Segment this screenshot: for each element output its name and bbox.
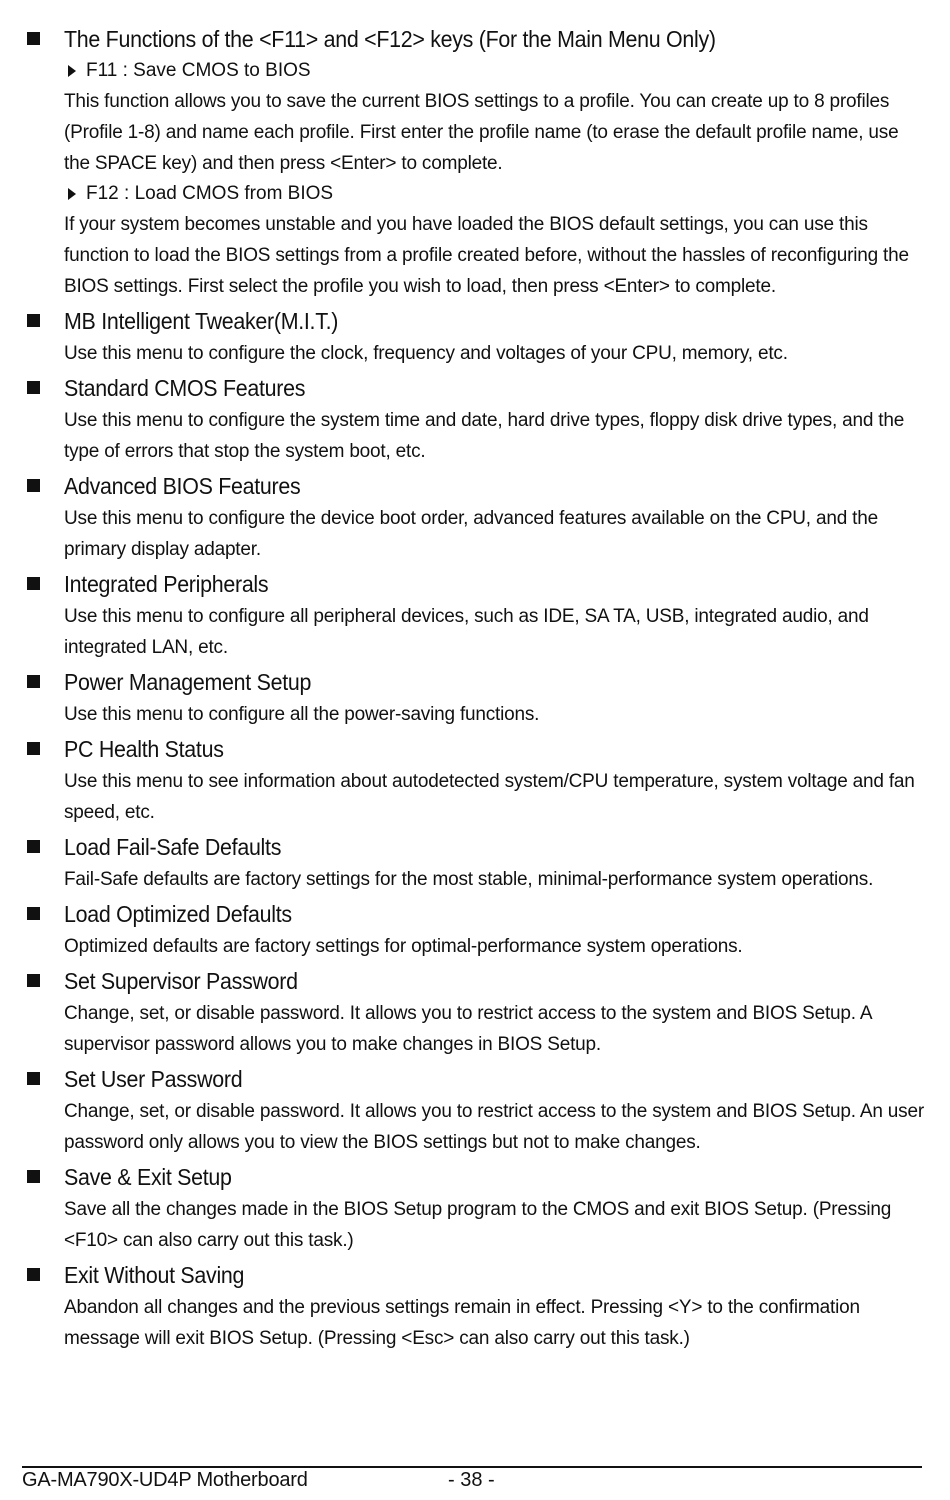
section-heading: PC Health Status [64, 736, 224, 762]
section-heading: Power Management Setup [64, 669, 312, 695]
section-heading: The Functions of the <F11> and <F12> keys (For the Main Menu Only) [64, 26, 716, 52]
square-bullet-icon [27, 742, 40, 755]
section-heading: Set Supervisor Password [64, 968, 298, 994]
square-bullet-icon [27, 32, 40, 45]
subitem-description: If your system becomes unstable and you have loaded the BIOS default settings, you can use this function to load the BIOS settings from a profile created before, without the hassles of reconfiguring the BIOS settings. First select the profile you wish to load, then press <Enter> to complete. [64, 214, 909, 297]
subitem-description: This function allows you to save the current BIOS settings to a profile. You can create up to 8 profiles (Profile 1-8) and name each profile. First enter the profile name (to erase the default profile name, use the SPACE key) and then press <Enter> to complete. [64, 91, 899, 174]
section-description: Use this menu to see information about autodetected system/CPU temperature, system voltage and fan speed, etc. [64, 771, 915, 823]
subitem-f11 [64, 56, 927, 86]
section-user-password [22, 1062, 927, 1158]
section-power-management [22, 665, 927, 730]
section-optimized-defaults [22, 897, 927, 962]
section-heading: Exit Without Saving [64, 1262, 245, 1288]
square-bullet-icon [27, 577, 40, 590]
square-bullet-icon [27, 1268, 40, 1281]
section-description: Use this menu to configure all the power-saving functions. [64, 704, 540, 725]
section-heading: Advanced BIOS Features [64, 473, 301, 499]
section-heading: Save & Exit Setup [64, 1164, 232, 1190]
triangle-bullet-icon [68, 188, 76, 200]
section-heading: Integrated Peripherals [64, 571, 269, 597]
section-description: Use this menu to configure the clock, frequency and voltages of your CPU, memory, etc. [64, 343, 788, 364]
section-heading: MB Intelligent Tweaker(M.I.T.) [64, 308, 339, 334]
section-pc-health [22, 732, 927, 828]
section-integrated-peripherals [22, 567, 927, 663]
subitem-label: F11 : Save CMOS to BIOS [86, 60, 311, 81]
triangle-bullet-icon [68, 65, 76, 77]
section-description: Use this menu to configure the system time and date, hard drive types, floppy disk drive types, and the type of errors that stop the system boot, etc. [64, 410, 905, 462]
square-bullet-icon [27, 974, 40, 987]
footer-model: GA-MA790X-UD4P Motherboard [22, 1469, 308, 1491]
footer-page-number: - 38 - [448, 1469, 495, 1491]
square-bullet-icon [27, 840, 40, 853]
square-bullet-icon [27, 1170, 40, 1183]
section-standard-cmos [22, 371, 927, 467]
square-bullet-icon [27, 479, 40, 492]
section-fail-safe [22, 830, 927, 895]
section-heading: Load Fail-Safe Defaults [64, 834, 282, 860]
subitem-label: F12 : Load CMOS from BIOS [86, 183, 334, 204]
square-bullet-icon [27, 907, 40, 920]
section-description: Fail-Safe defaults are factory settings for the most stable, minimal-performance system operations. [64, 869, 874, 890]
section-description: Use this menu to configure the device boot order, advanced features available on the CPU, and the primary display adapter. [64, 508, 878, 560]
section-description: Change, set, or disable password. It allows you to restrict access to the system and BIOS Setup. A supervisor password allows you to make changes in BIOS Setup. [64, 1003, 872, 1055]
section-advanced-bios [22, 469, 927, 565]
section-save-exit [22, 1160, 927, 1256]
square-bullet-icon [27, 314, 40, 327]
section-heading: Load Optimized Defaults [64, 901, 292, 927]
section-heading: Set User Password [64, 1066, 243, 1092]
document-body [22, 22, 927, 1354]
square-bullet-icon [27, 381, 40, 394]
section-mit [22, 304, 927, 369]
section-exit-without-saving [22, 1258, 927, 1354]
section-description: Change, set, or disable password. It allows you to restrict access to the system and BIOS Setup. An user password only allows you to view the BIOS settings but not to make changes. [64, 1101, 924, 1153]
section-description: Save all the changes made in the BIOS Setup program to the CMOS and exit BIOS Setup. (Pressing <F10> can also carry out this task.) [64, 1199, 892, 1251]
section-description: Optimized defaults are factory settings for optimal-performance system operations. [64, 936, 743, 957]
section-function-keys [22, 22, 927, 302]
section-supervisor-password [22, 964, 927, 1060]
square-bullet-icon [27, 1072, 40, 1085]
subitem-f12 [64, 179, 927, 209]
section-heading: Standard CMOS Features [64, 375, 306, 401]
square-bullet-icon [27, 675, 40, 688]
section-description: Abandon all changes and the previous settings remain in effect. Pressing <Y> to the confirmation message will exit BIOS Setup. (Pressing <Esc> can also carry out this task.) [64, 1297, 860, 1349]
section-description: Use this menu to configure all peripheral devices, such as IDE, SA TA, USB, integrated audio, and integrated LAN, etc. [64, 606, 869, 658]
